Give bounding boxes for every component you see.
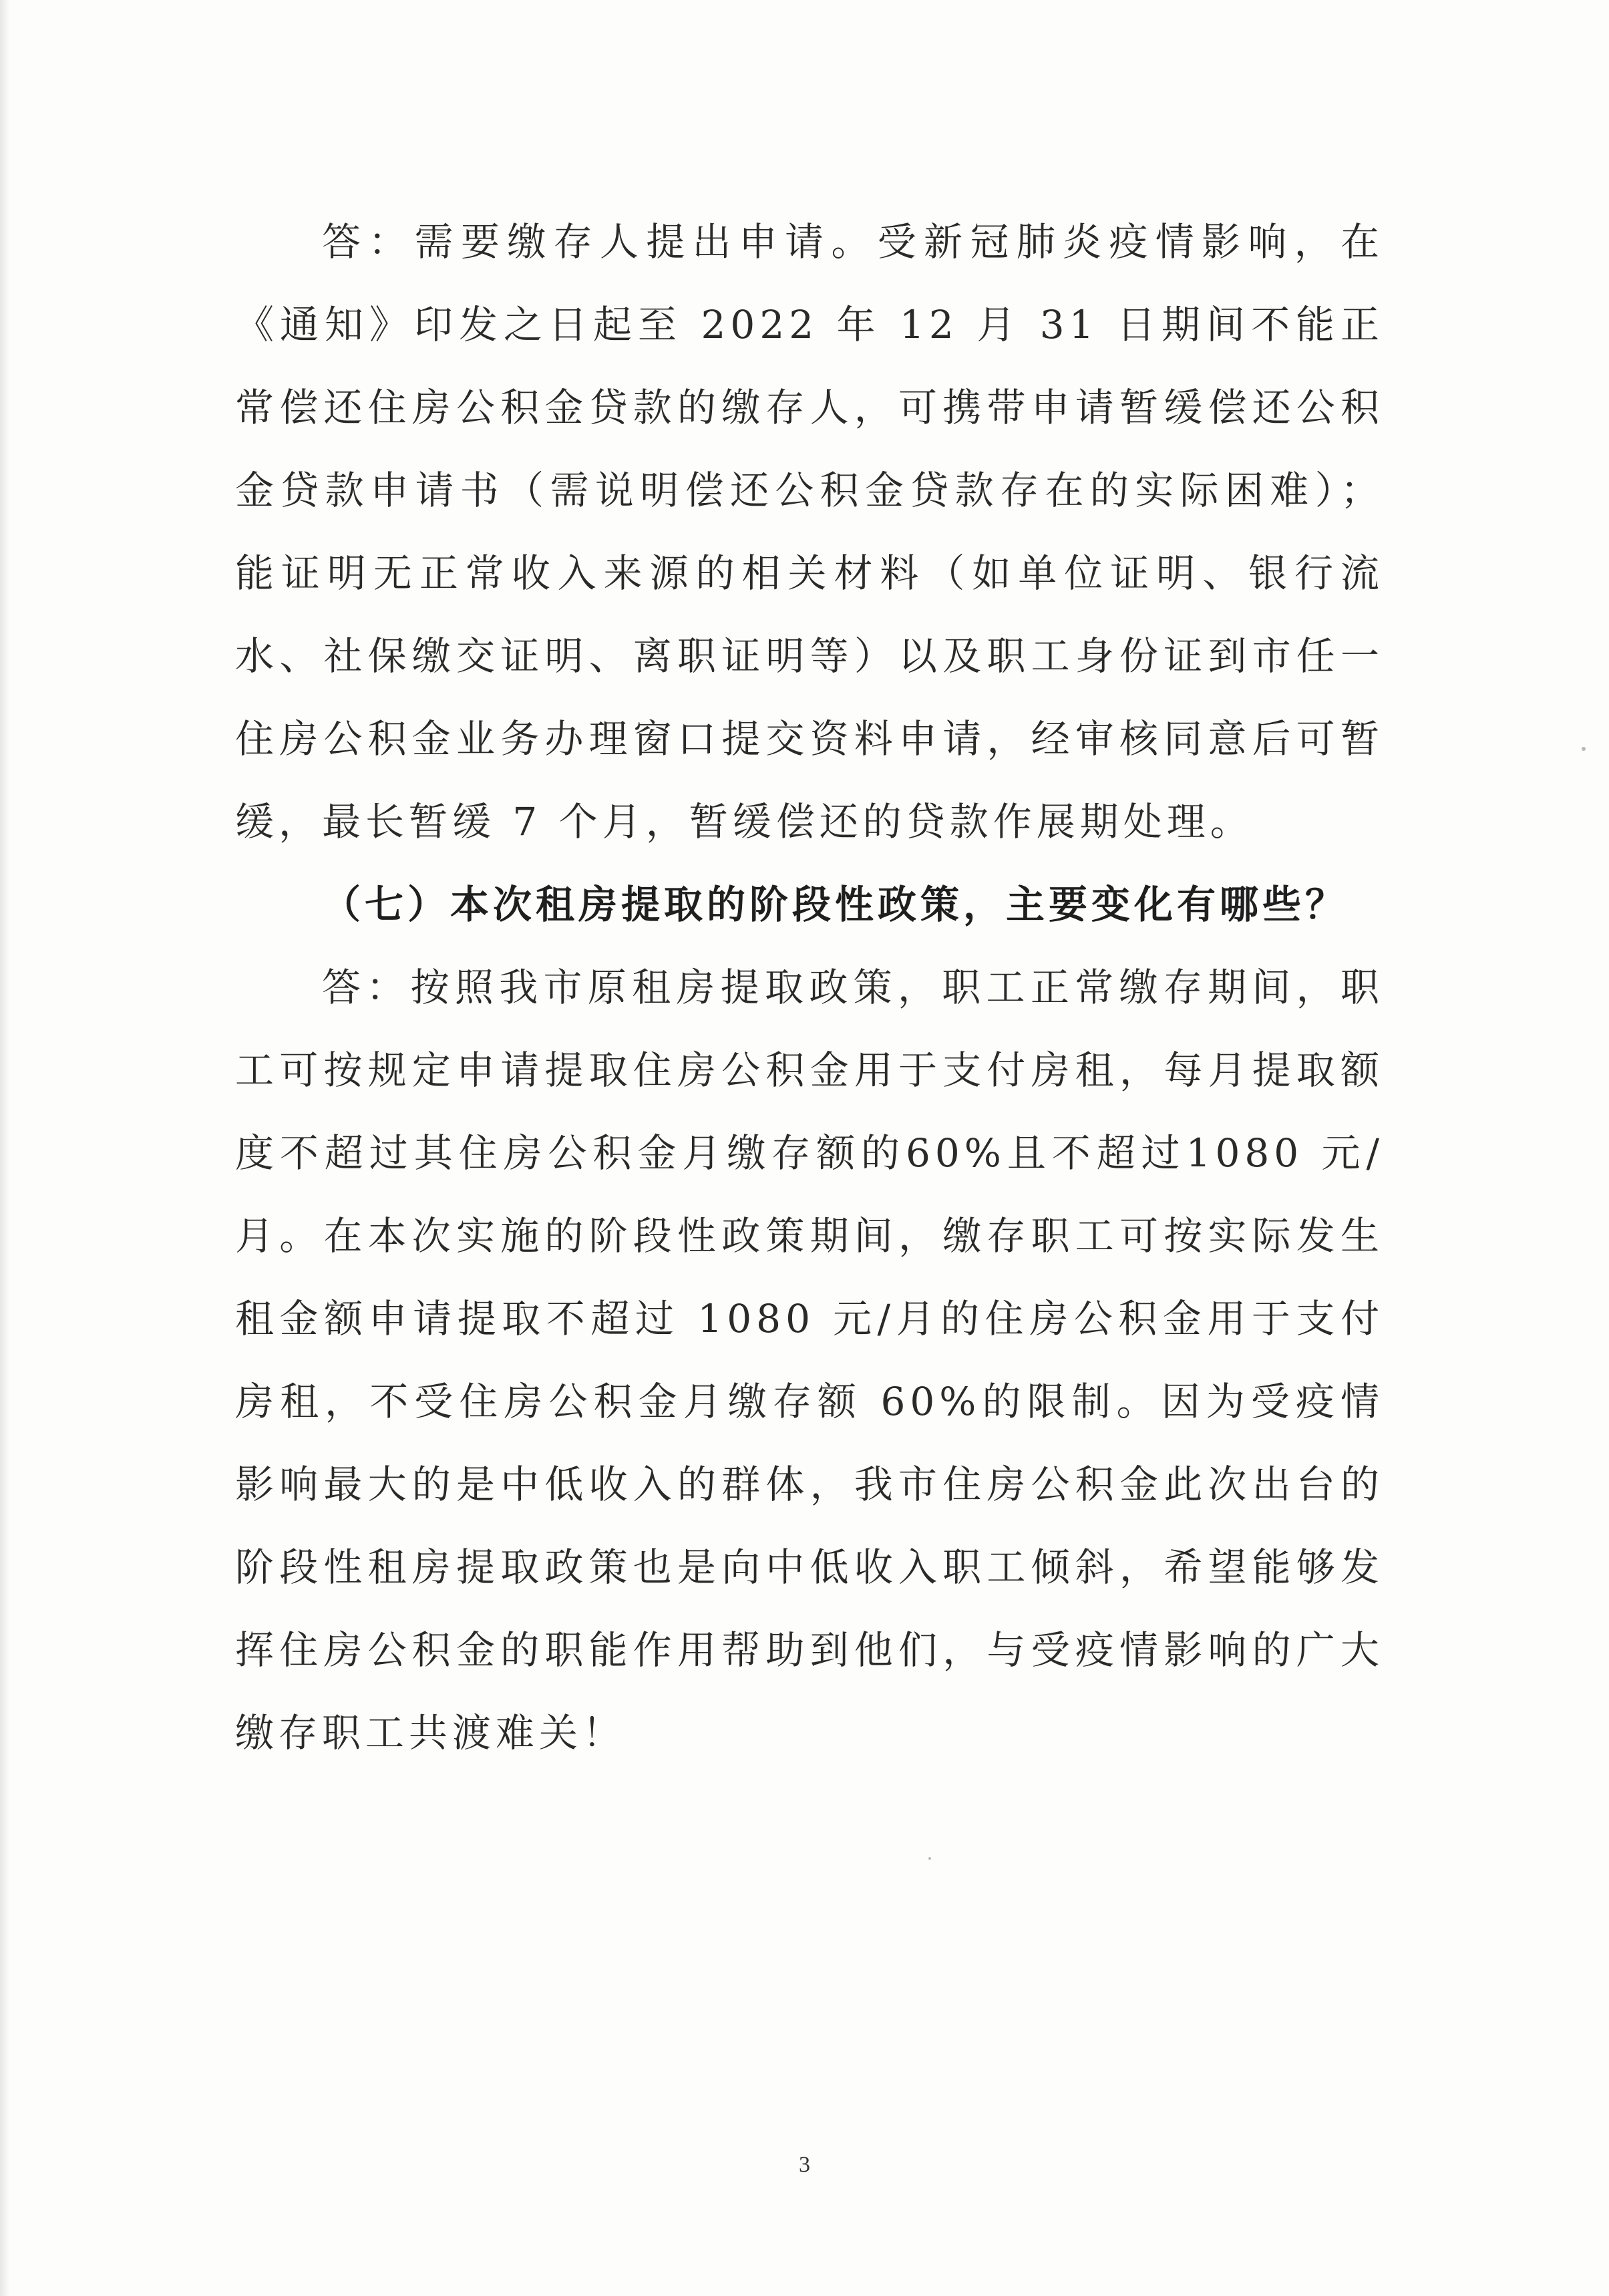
document-body (235, 200, 1384, 1774)
page-number: 3 (799, 2152, 810, 2177)
scan-shadow-edge (0, 0, 9, 2296)
section-heading-rental-withdrawal: （七）本次租房提取的阶段性政策，主要变化有哪些？ (322, 882, 1349, 927)
scan-speck (928, 1857, 931, 1860)
scan-speck (1582, 747, 1586, 751)
answer-paragraph-rental-policy: 答：按照我市原租房提取政策，职工正常缴存期间，职工可按规定申请提取住房公积金用于支付房租，每月提取额度不超过其住房公积金月缴存额的60%且不超过1080 元/月。在本次实施的阶段性政策期间，缴存职工可按实际发生租金额申请提取不超过 1080 元/月的住房公积金用于支付房租，不受住房公积金月缴存额 60%的限制。因为受疫情影响最大的是中低收入的群体，我市住房公积金此次出台的阶段性租房提取政策也是向中低收入职工倾斜，希望能够发挥住房公积金的职能作用帮助到他们，与受疫情影响的广大缴存职工共渡难关！ (235, 965, 1384, 1756)
answer-paragraph-loan-deferral: 答：需要缴存人提出申请。受新冠肺炎疫情影响，在《通知》印发之日起至 2022 年 12 月 31 日期间不能正常偿还住房公积金贷款的缴存人，可携带申请暂缓偿还公积金贷款申请书（需说明偿还公积金贷款存在的实际困难）；能证明无正常收入来源的相关材料（如单位证明、银行流水、社保缴交证明、离职证明等）以及职工身份证到市任一住房公积金业务办理窗口提交资料申请，经审核同意后可暂缓，最长暂缓 7 个月，暂缓偿还的贷款作展期处理。 (235, 219, 1384, 844)
